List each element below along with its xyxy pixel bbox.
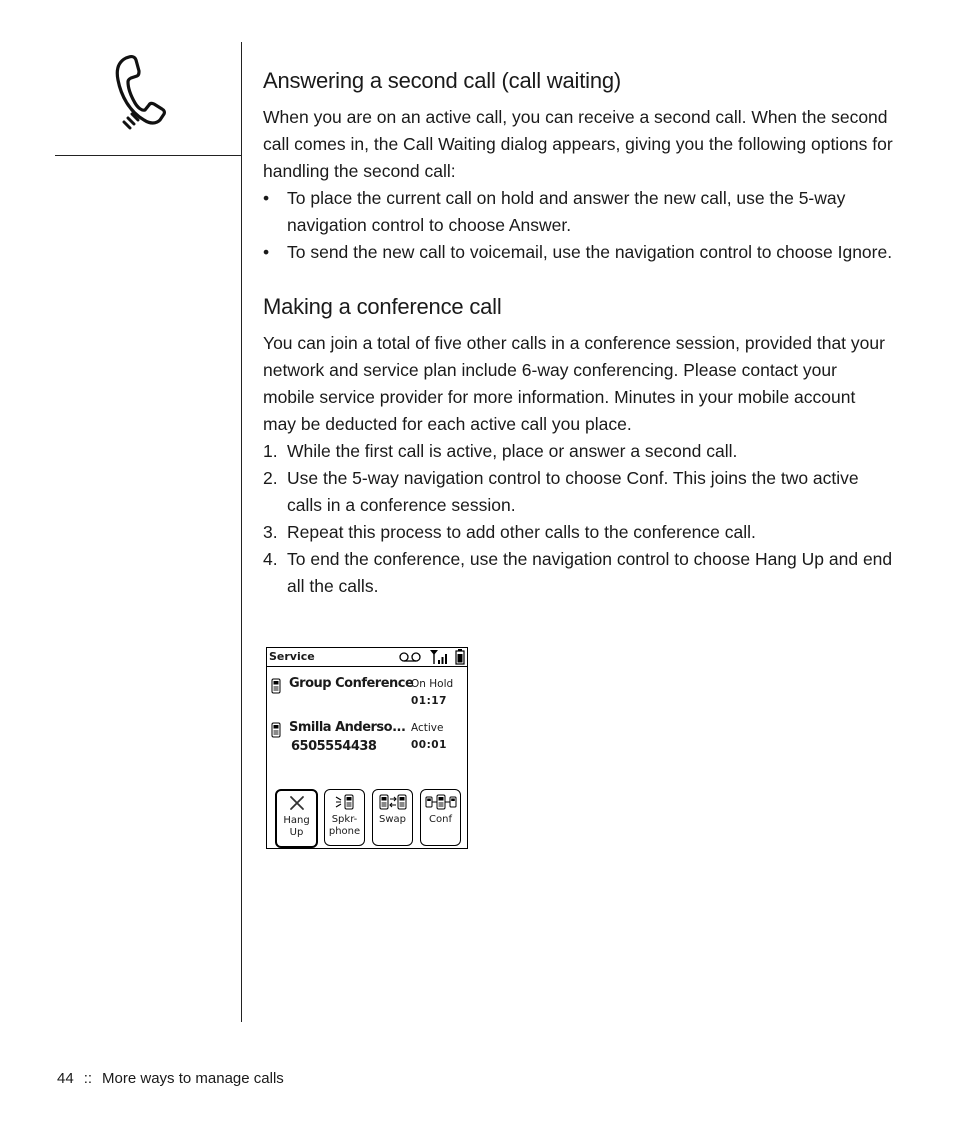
handset-icon [271,678,281,694]
main-content [263,68,893,600]
horizontal-rule [55,155,242,156]
section-heading: Answering a second call (call waiting) [263,68,622,93]
screen-header [267,648,467,667]
call-status: On Hold [411,678,454,690]
list-item [263,519,893,546]
list-item [263,465,893,519]
section-heading: Making a conference call [263,294,502,319]
list-item-text: To send the new call to voicemail, use the navigation control to choose Ignore. [287,242,893,262]
screen-title: Service [269,650,315,663]
caller-name: Group Conference [289,676,414,691]
list-item-text: To place the current call on hold and answer the new call, use the 5-way navigation control to choose Answer. [287,188,846,235]
hang-up-button[interactable] [275,789,318,848]
list-item-text: To end the conference, use the navigation control to choose Hang Up and end all the calls. [287,549,893,596]
page-footer [57,1070,284,1087]
speakerphone-icon [334,794,356,810]
section-intro: You can join a total of five other calls in a conference session, provided that your network and service plan include 6-way conferencing. Please contact your mobile service provider for more information. Minutes in your mobile account may be deducted for each active call you place. [263,333,885,434]
close-icon [288,795,306,811]
page-number: 44 [57,1070,74,1087]
section-intro: When you are on an active call, you can receive a second call. When the second call comes in, the Call Waiting dialog appears, giving you the following options for handling the second call: [263,107,893,181]
list-item [263,239,893,266]
call-row[interactable] [269,674,465,710]
call-timer: 00:01 [411,739,447,751]
step-number: 4. [263,549,278,569]
conference-icon [425,794,457,810]
swap-label: Swap [378,814,406,825]
list-item [263,546,893,600]
handset-icon [271,722,281,738]
list-item-text: Repeat this process to add other calls to the conference call. [287,522,756,542]
list-item-text: While the first call is active, place or answer a second call. [287,441,738,461]
conference-section [263,294,893,600]
list-item [263,438,893,465]
step-number: 2. [263,468,278,488]
call-timer: 01:17 [411,695,447,707]
conf-button[interactable] [420,789,461,846]
bullet-list [263,185,893,266]
caller-name: Smilla Anderso... [289,720,406,735]
step-number: 1. [263,441,278,461]
voicemail-icon [399,651,421,663]
footer-separator: :: [83,1070,93,1087]
step-number: 3. [263,522,278,542]
conf-label: Conf [429,814,452,825]
battery-icon [455,649,465,665]
speakerphone-label: Spkr- phone [328,814,361,837]
phone-screenshot [266,647,468,849]
swap-icon [379,794,407,810]
signal-strength-icon[interactable] [429,649,453,665]
call-status: Active [411,722,444,734]
list-item-text: Use the 5-way navigation control to choose Conf. This joins the two active calls in a conference session. [287,468,859,515]
phone-handset-icon [112,54,168,130]
chapter-title: More ways to manage calls [102,1070,284,1087]
numbered-list [263,438,893,600]
swap-button[interactable] [372,789,413,846]
list-item [263,185,893,239]
hang-up-label: Hang Up [283,815,310,838]
call-row[interactable] [269,718,465,754]
bullet-marker: • [263,242,270,262]
caller-number: 6505554438 [291,739,377,754]
bullet-marker: • [263,188,270,208]
speakerphone-button[interactable] [324,789,365,846]
vertical-rule [241,42,242,1022]
